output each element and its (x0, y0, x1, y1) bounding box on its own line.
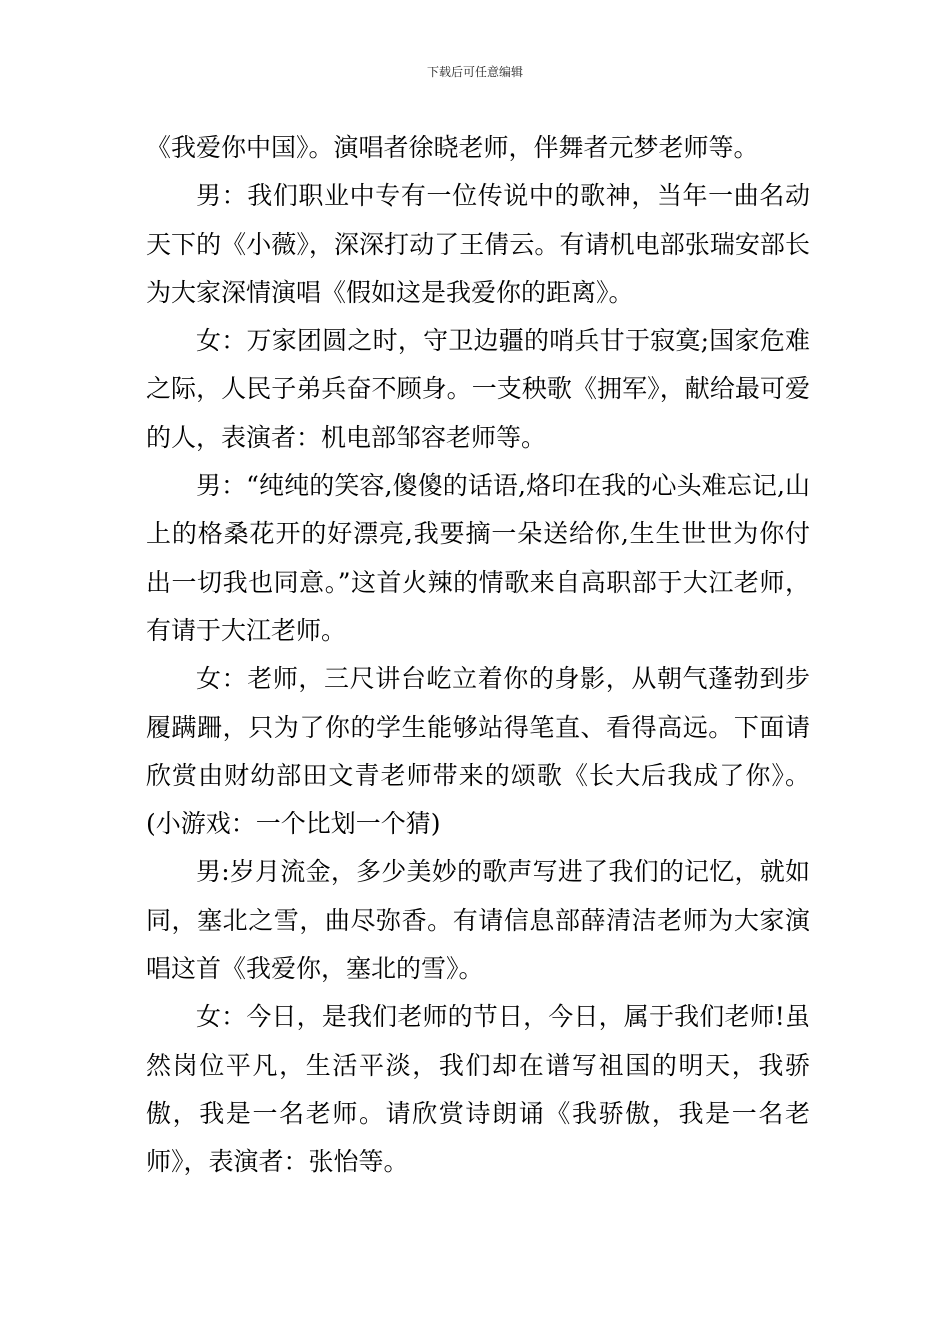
paragraph-4: 男：“纯纯的笑容,傻傻的话语,烙印在我的心头难忘记,山上的格桑花开的好漂亮,我要摘一朵送给你,生生世世为你付出一切我也同意。”这首火辣的情歌来自高职部于大江老师，有请于大江老师。 (146, 471, 810, 645)
paragraph-7: 女：今日，是我们老师的节日，今日，属于我们老师!虽然岗位平凡，生活平淡，我们却在谱写祖国的明天，我骄傲，我是一名老师。请欣赏诗朗诵《我骄傲，我是一名老师》，表演者：张怡等。 (146, 1002, 810, 1177)
document-body (146, 124, 810, 1187)
paragraph-5: 女：老师，三尺讲台屹立着你的身影，从朝气蓬勃到步履蹒跚，只为了你的学生能够站得笔直、看得高远。下面请欣赏由财幼部田文青老师带来的颂歌《长大后我成了你》。(小游戏：一个比划一个猜) (146, 664, 810, 839)
paragraph-2: 男：我们职业中专有一位传说中的歌神，当年一曲名动天下的《小薇》，深深打动了王倩云。有请机电部张瑞安部长为大家深情演唱《假如这是我爱你的距离》。 (146, 181, 810, 307)
paragraph-1: 《我爱你中国》。演唱者徐晓老师，伴舞者元梦老师等。 (146, 133, 759, 162)
paragraph-6: 男:岁月流金，多少美妙的歌声写进了我们的记忆，就如同，塞北之雪，曲尽弥香。有请信息部薛清洁老师为大家演唱这首《我爱你，塞北的雪》。 (146, 857, 810, 984)
paragraph-3: 女：万家团圆之时，守卫边疆的哨兵甘于寂寞;国家危难之际，人民子弟兵奋不顾身。一支秧歌《拥军》，献给最可爱的人，表演者：机电部邹容老师等。 (146, 326, 810, 452)
page-header: 下载后可任意编辑 (426, 65, 523, 79)
